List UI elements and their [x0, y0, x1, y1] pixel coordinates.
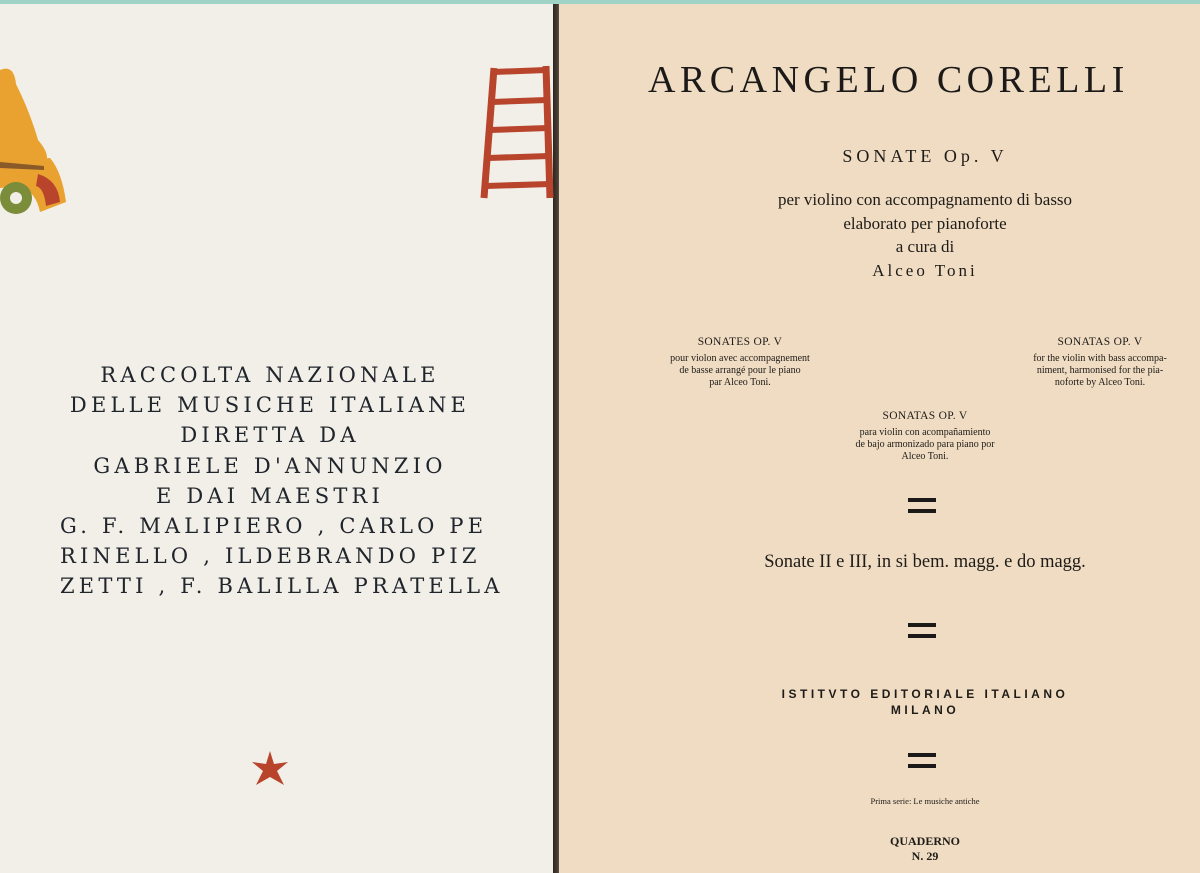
work-subtitle: SONATE Op. V: [842, 146, 1008, 166]
collection-line: GABRIELE D'ANNUNZIO: [93, 453, 447, 478]
english-line: noforte by Alceo Toni.: [1054, 377, 1146, 388]
description-line: per violino con accompagnamento di basso: [777, 190, 1073, 209]
collection-line: RACCOLTA NAZIONALE: [100, 363, 440, 387]
description-line: a cura di: [895, 237, 955, 256]
collection-line: DIRETTA DA: [180, 423, 360, 448]
collection-line: E DAI MAESTRI: [155, 483, 385, 508]
collection-line: ZETTI , F. BALILLA PRATELLA: [60, 574, 504, 599]
figure-ornament-icon: [0, 62, 72, 222]
collection-title-block: [60, 360, 504, 602]
french-line: pour violon avec accompagnement: [670, 353, 810, 364]
quaderno-number: N. 29: [911, 849, 939, 863]
composer-title: ARCANGELO CORELLI: [648, 59, 1129, 101]
ladder-ornament-icon: [480, 64, 555, 200]
english-heading: SONATAS OP. V: [1057, 336, 1143, 348]
french-heading: SONATES OP. V: [697, 336, 783, 348]
publisher-block: [700, 686, 1150, 718]
collection-line: G. F. MALIPIERO , CARLO PE: [60, 514, 488, 539]
spanish-line: Alceo Toni.: [901, 451, 949, 462]
spanish-translation: [820, 410, 1030, 463]
spanish-line: para violin con acompañamiento: [859, 427, 991, 438]
spanish-heading: SONATAS OP. V: [882, 410, 968, 422]
english-translation: [1002, 336, 1198, 389]
publisher-city: MILANO: [890, 703, 960, 717]
star-ornament-icon: [250, 750, 290, 790]
english-line: niment, harmonised for the pia-: [1036, 365, 1164, 376]
sonate-line: Sonate II e III, in si bem. magg. e do magg.: [764, 552, 1086, 572]
collection-line: DELLE MUSICHE ITALIANE: [69, 393, 471, 418]
description-line: elaborato per pianoforte: [843, 213, 1007, 233]
english-line: for the violin with bass accompa-: [1033, 353, 1167, 364]
series-label: Prima serie: Le musiche antiche: [870, 796, 980, 806]
french-line: de basse arrangé pour le piano: [679, 365, 801, 376]
french-translation: [640, 336, 840, 389]
editor-name: Alceo Toni: [872, 260, 978, 280]
publisher-name: ISTITVTO EDITORIALE ITALIANO: [781, 687, 1069, 701]
divider-mark-icon: [908, 753, 936, 768]
french-line: par Alceo Toni.: [709, 377, 771, 388]
divider-mark-icon: [908, 498, 936, 513]
spanish-line: de bajo armonizado para piano por: [855, 439, 995, 450]
quaderno-block: [700, 834, 1150, 864]
work-description: [700, 188, 1150, 282]
divider-mark-icon: [908, 623, 936, 638]
quaderno-label: QUADERNO: [889, 834, 960, 848]
collection-line: RINELLO , ILDEBRANDO PIZ: [60, 544, 481, 569]
